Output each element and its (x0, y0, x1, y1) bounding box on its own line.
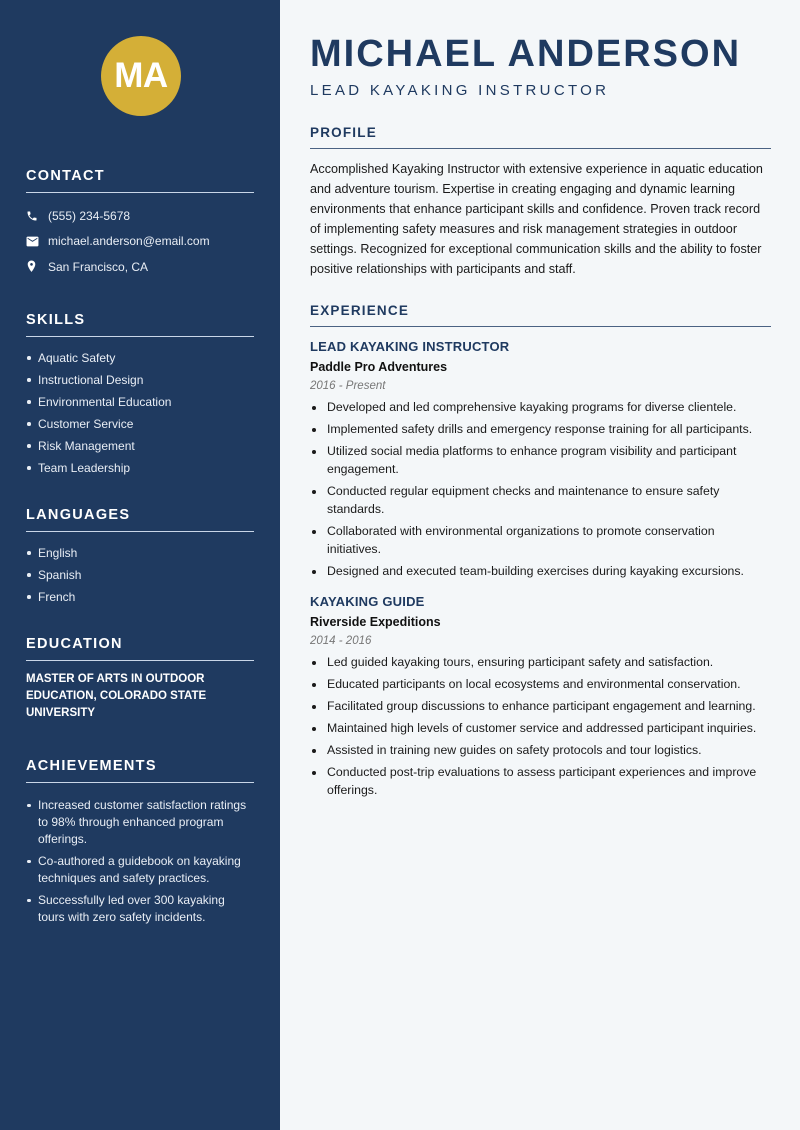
contact-phone (26, 203, 254, 229)
profile-section (310, 125, 771, 279)
experience-section (310, 303, 771, 799)
skill-item: Instructional Design (26, 369, 254, 391)
languages-section (26, 507, 254, 608)
contact-location (26, 254, 254, 280)
experience-heading: EXPERIENCE (310, 303, 771, 327)
language-item: Spanish (26, 564, 254, 586)
skills-list (26, 347, 254, 479)
job-bullets (310, 653, 771, 799)
contact-email (26, 229, 254, 255)
location-icon (26, 260, 48, 273)
job-dates: 2016 - Present (310, 380, 386, 392)
education-heading: EDUCATION (26, 636, 254, 661)
job-bullet: Collaborated with environmental organizations to promote conservation initiatives. (310, 522, 771, 558)
job-bullet: Led guided kayaking tours, ensuring participant safety and satisfaction. (310, 653, 771, 671)
achievement-item: Increased customer satisfaction ratings to 98% through enhanced program offerings. (26, 797, 254, 848)
languages-heading: LANGUAGES (26, 507, 254, 532)
contact-list (26, 203, 254, 280)
phone-icon (26, 210, 48, 222)
education-degree: MASTER OF ARTS IN OUTDOOR EDUCATION, COLORADO STATE UNIVERSITY (26, 672, 207, 719)
avatar (101, 36, 181, 116)
job-bullet: Implemented safety drills and emergency response training for all participants. (310, 420, 771, 438)
achievements-list (26, 797, 254, 926)
job-bullet: Developed and led comprehensive kayaking programs for diverse clientele. (310, 398, 771, 416)
candidate-title: LEAD KAYAKING INSTRUCTOR (310, 82, 610, 99)
job-company: Paddle Pro Adventures (310, 360, 448, 374)
job-bullet: Educated participants on local ecosystems and environmental conservation. (310, 675, 771, 693)
job-title: KAYAKING GUIDE (310, 594, 425, 609)
job-bullet: Assisted in training new guides on safety protocols and tour logistics. (310, 741, 771, 759)
email-icon (26, 236, 48, 247)
job-bullet: Facilitated group discussions to enhance participant engagement and learning. (310, 697, 771, 715)
achievement-item: Successfully led over 300 kayaking tours with zero safety incidents. (26, 892, 254, 926)
skill-item: Aquatic Safety (26, 347, 254, 369)
avatar-initials: MA (114, 56, 168, 95)
language-item: French (26, 586, 254, 608)
candidate-name: MICHAEL ANDERSON (310, 33, 742, 75)
sidebar (0, 0, 280, 1130)
job-bullet: Utilized social media platforms to enhance program visibility and participant engagement. (310, 442, 771, 478)
job-entry (310, 594, 771, 799)
profile-text: Accomplished Kayaking Instructor with extensive experience in aquatic education and adventure tourism. Expertise in creating engaging and dynamic learning environments that enhance participant skills and confidence. Proven track record of implementing safety measures and risk management strategies in outdoor settings. Recognized for exceptional communication skills and the ability to foster positive relationships with participants and staff. (310, 162, 763, 276)
contact-phone-text: (555) 234-5678 (48, 208, 131, 223)
languages-list (26, 542, 254, 608)
job-bullet: Conducted regular equipment checks and maintenance to ensure safety standards. (310, 482, 771, 518)
language-item: English (26, 542, 254, 564)
achievement-item: Co-authored a guidebook on kayaking techniques and safety practices. (26, 853, 254, 887)
job-bullet: Designed and executed team-building exercises during kayaking excursions. (310, 562, 771, 580)
achievements-section (26, 758, 254, 926)
job-company: Riverside Expeditions (310, 615, 441, 629)
contact-email-text: michael.anderson@email.com (48, 234, 210, 249)
main-content (280, 0, 800, 1130)
job-bullet: Conducted post-trip evaluations to assess participant experiences and improve offerings. (310, 763, 771, 799)
contact-location-text: San Francisco, CA (48, 259, 149, 274)
education-section (26, 636, 254, 722)
job-bullet: Maintained high levels of customer service and addressed participant inquiries. (310, 719, 771, 737)
skill-item: Risk Management (26, 435, 254, 457)
job-entry (310, 339, 771, 580)
skill-item: Customer Service (26, 413, 254, 435)
contact-section (26, 168, 254, 280)
achievements-heading: ACHIEVEMENTS (26, 758, 254, 783)
skills-heading: SKILLS (26, 312, 254, 337)
skill-item: Environmental Education (26, 391, 254, 413)
profile-heading: PROFILE (310, 125, 771, 149)
skills-section (26, 312, 254, 479)
job-bullets (310, 398, 771, 580)
contact-heading: CONTACT (26, 168, 254, 193)
skill-item: Team Leadership (26, 457, 254, 479)
job-dates: 2014 - 2016 (310, 635, 372, 647)
job-title: LEAD KAYAKING INSTRUCTOR (310, 339, 510, 354)
